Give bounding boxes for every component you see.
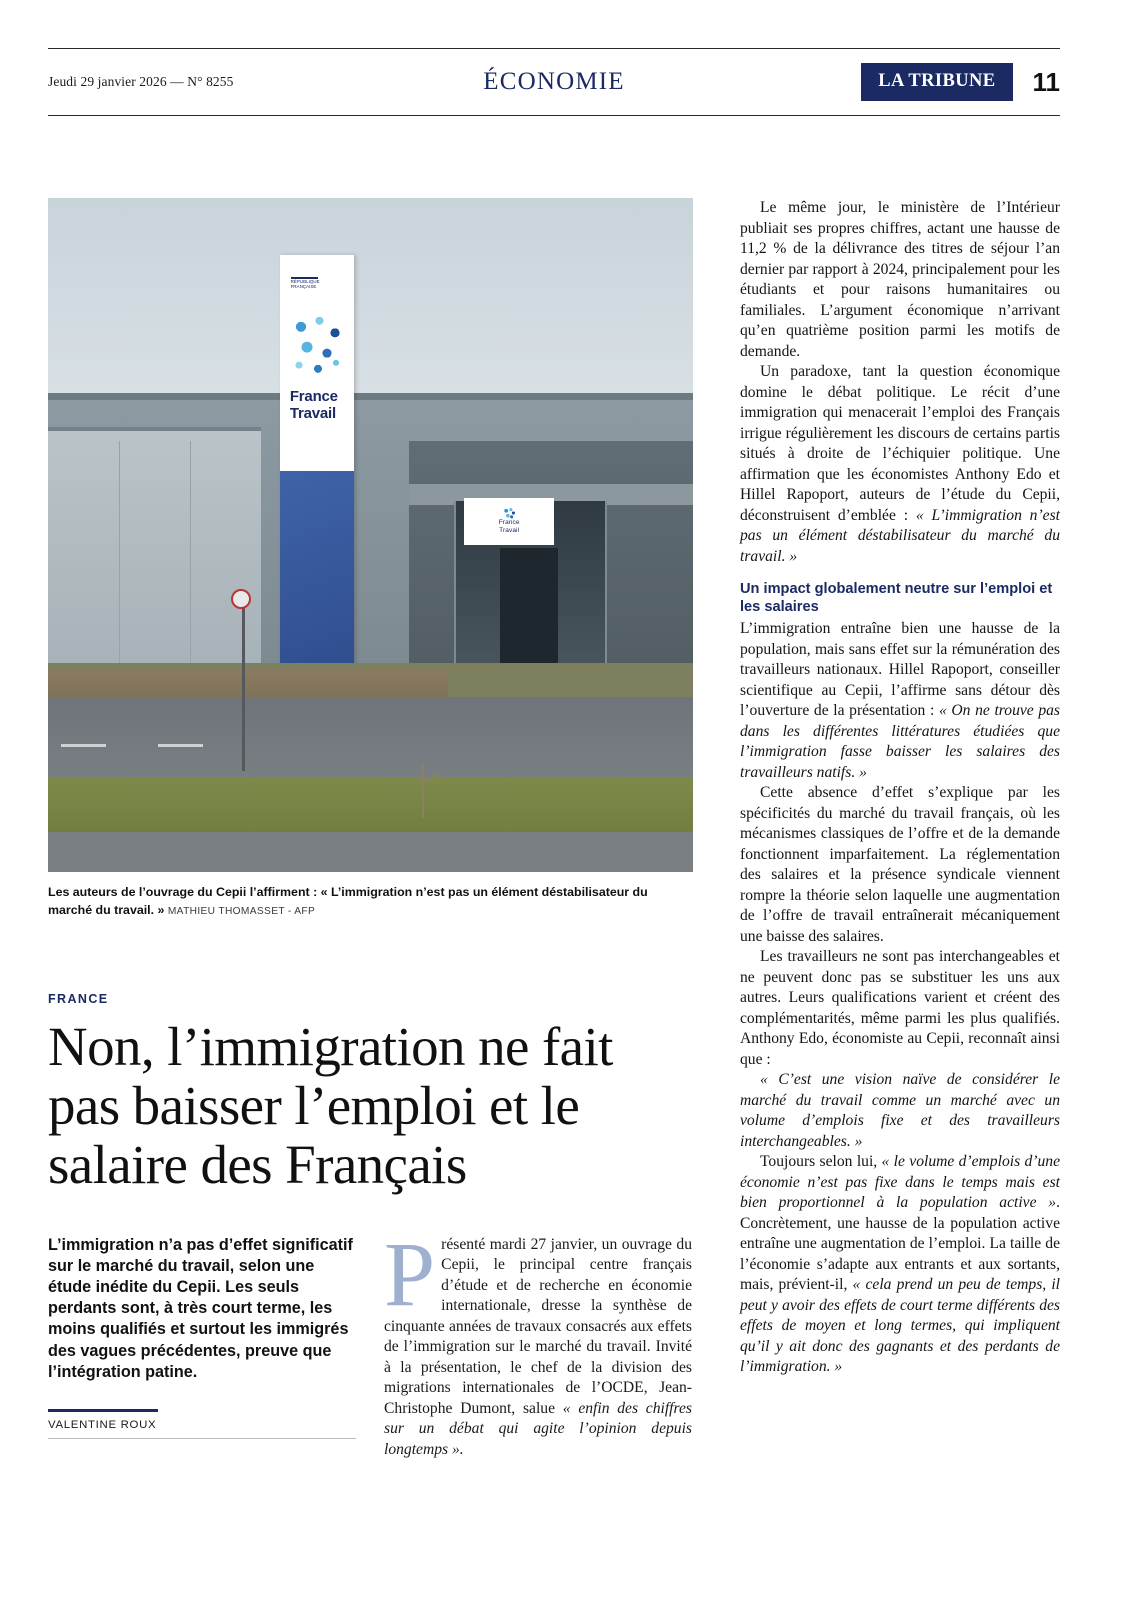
photo-grass-front bbox=[48, 778, 693, 839]
paragraph bbox=[740, 947, 1060, 1070]
caption-text: Les auteurs de l’ouvrage du Cepii l’affirment : « L’immigration n’est pas un élément déstabilisateur du marché du travail. » bbox=[48, 885, 648, 917]
paragraph bbox=[740, 1152, 1060, 1378]
photo-parking-line bbox=[158, 744, 203, 747]
left-column bbox=[48, 198, 693, 1460]
totem-white-notch bbox=[280, 436, 299, 471]
paragraph bbox=[740, 198, 1060, 362]
page-number: 11 bbox=[1032, 66, 1060, 97]
france-travail-dots-icon bbox=[292, 316, 342, 376]
section-subheading: Un impact globalement neutre sur l’emploi et les salaires bbox=[740, 581, 1053, 616]
page-section-title: ÉCONOMIE bbox=[483, 68, 625, 95]
article-body-left bbox=[384, 1222, 692, 1461]
paragraph-text: Cette absence d’effet s’explique par les spécificités du marché du travail français, où les mécanismes classiques de l’offre et de la demande fonctionnent imparfaitement. La réglementation des salaires et la présence syndicale viennent rompre la théorie selon laquelle une augmentation de l’offre de travail entraînerait mécaniquement une baisse des salaires. bbox=[740, 784, 1060, 945]
republique-francaise-logo bbox=[291, 268, 325, 298]
photo-sign-pole bbox=[242, 602, 245, 771]
article-kicker: FRANCE bbox=[48, 991, 109, 1006]
drop-cap: P bbox=[384, 1222, 436, 1325]
pull-quote: « le volume d’emplois d’une économie n’est pas fixe dans le temps mais est bien proportionnel à la population active » bbox=[740, 1153, 1060, 1212]
page-title: Non, l’immigration ne fait pas baisser l’emploi et le salaire des Français bbox=[48, 1015, 613, 1195]
photo-caption bbox=[48, 884, 693, 920]
paragraph-text: Un paradoxe, tant la question économique domine le débat politique. Le récit d’une immigration qui menacerait l’emploi des Français irrigue régulièrement les discours de certains partis situés à droite de l’échiquier politique. Une affirmation que les économistes Anthony Edo et Hillel Rapoport, auteurs de l’étude du Cepii, déconstruisent d’emblée : bbox=[740, 363, 1060, 524]
pull-quote: « C’est une vision naïve de considérer le marché du travail comme un marché avec un volume d’emplois fixe et des travailleurs interchangeables. » bbox=[740, 1071, 1060, 1150]
entrance-france-travail-sign bbox=[464, 498, 554, 545]
masthead bbox=[48, 48, 1060, 116]
article-byline: VALENTINE ROUX bbox=[48, 1419, 356, 1439]
pull-quote: « L’immigration n’est pas un élément déstabilisateur du marché du travail. » bbox=[740, 506, 1060, 565]
paragraph-text: L’immigration entraîne bien une hausse de la population, mais sans effet sur la rémunération des travailleurs nationaux. Hillel Rapoport, conseiller scientifique au Cepii, l’affirme sans détour dès l’ouverture de la présentation : bbox=[740, 620, 1060, 720]
standfirst-column bbox=[48, 1235, 356, 1461]
masthead-date: Jeudi 29 janvier 2026 — N° 8255 bbox=[48, 74, 234, 89]
photo-parking-line bbox=[61, 744, 106, 747]
photo-credit: MATHIEU THOMASSET - AFP bbox=[167, 905, 316, 917]
france-travail-dots-icon bbox=[504, 508, 515, 519]
republique-label: RÉPUBLIQUE FRANÇAISE bbox=[290, 279, 320, 290]
paragraph-text: Le même jour, le ministère de l’Intérieur publiait ses propres chiffres, actant une hausse de 11,2 % de la délivrance des titres de séjour l’an dernier par rapport à 2024, principalement pour les étudiants et pour raisons humanitaires ou familiales. L’argument économique n’arrivant qu’en quatrième position parmi les motifs de demande. bbox=[740, 199, 1060, 360]
byline-rule bbox=[48, 1409, 158, 1412]
article-standfirst: L’immigration n’a pas d’effet significatif sur le marché du travail, selon une étude inédite du Cepii. Les seuls perdants sont, à très court terme, les moins qualifiés et surtout les immigrés des vagues précédentes, preuve que l’intégration patine. bbox=[48, 1235, 353, 1381]
photo-road-sign bbox=[231, 589, 251, 609]
photo-entrance-door bbox=[500, 548, 558, 669]
paragraph-text: Les travailleurs ne sont pas interchangeables et ne peuvent donc pas se substituer les uns aux autres. Leurs qualifications varient et créent des complémentarités, même parmi les plus qualifiés. Anthony Edo, économiste au Cepii, reconnaît ainsi que : bbox=[740, 948, 1060, 1068]
photo-building-left-wall bbox=[48, 431, 261, 674]
lead-paragraph: résenté mardi 27 janvier, un ouvrage du Cepii, le principal centre français d’étude et de recherche en économie internationale, dresse la synthèse de cinquante années de travaux consacrés aux effets de l’immigration sur le marché du travail. Invité à la présentation, le chef de la division des migrations internationales de l’OCDE, Jean-Christophe Dumont, salue bbox=[384, 1235, 692, 1417]
intro-row bbox=[48, 1222, 693, 1461]
entrance-sign-line1: France bbox=[498, 519, 520, 527]
photo-twig bbox=[422, 764, 424, 818]
paragraph bbox=[740, 783, 1060, 947]
totem-blue-panel bbox=[280, 471, 354, 687]
france-travail-totem bbox=[280, 255, 354, 686]
article-photo bbox=[48, 198, 693, 872]
article-body-right bbox=[740, 198, 1060, 1378]
pull-quote: « cela prend un peu de temps, il peut y avoir des effets de court terme différents des effets de moyen et long termes, qui impliquent qu’il y ait donc des gagnants et des perdants de l’immigration. » bbox=[740, 1276, 1060, 1376]
pull-quote: « On ne trouve pas dans les différentes littératures étudiées que l’immigration fasse baisser les salaires des travailleurs natifs. » bbox=[740, 702, 1061, 781]
paragraph bbox=[740, 362, 1060, 567]
totem-label bbox=[290, 389, 338, 423]
totem-line2: Travail bbox=[289, 404, 336, 422]
paragraph bbox=[740, 1070, 1060, 1152]
photo-wall-divider bbox=[190, 441, 192, 670]
paragraph-text: Toujours selon lui, bbox=[760, 1153, 882, 1171]
paragraph bbox=[740, 619, 1060, 783]
lead-quote: « enfin des chiffres sur un débat qui agite l’opinion depuis longtemps ». bbox=[384, 1399, 692, 1458]
tribune-logo: LA TRIBUNE bbox=[861, 63, 1012, 101]
photo-wall-divider bbox=[119, 441, 121, 670]
entrance-sign-line2: Travail bbox=[499, 527, 520, 534]
paragraph-text: . Concrètement, une hausse de la population active entraîne une augmentation de l’emploi. La taille de l’économie s’adapte aux entrants et aux sortants, mais, prévient-il, bbox=[740, 1194, 1060, 1294]
photo-road-front bbox=[48, 832, 693, 872]
totem-line1: France bbox=[289, 388, 338, 405]
